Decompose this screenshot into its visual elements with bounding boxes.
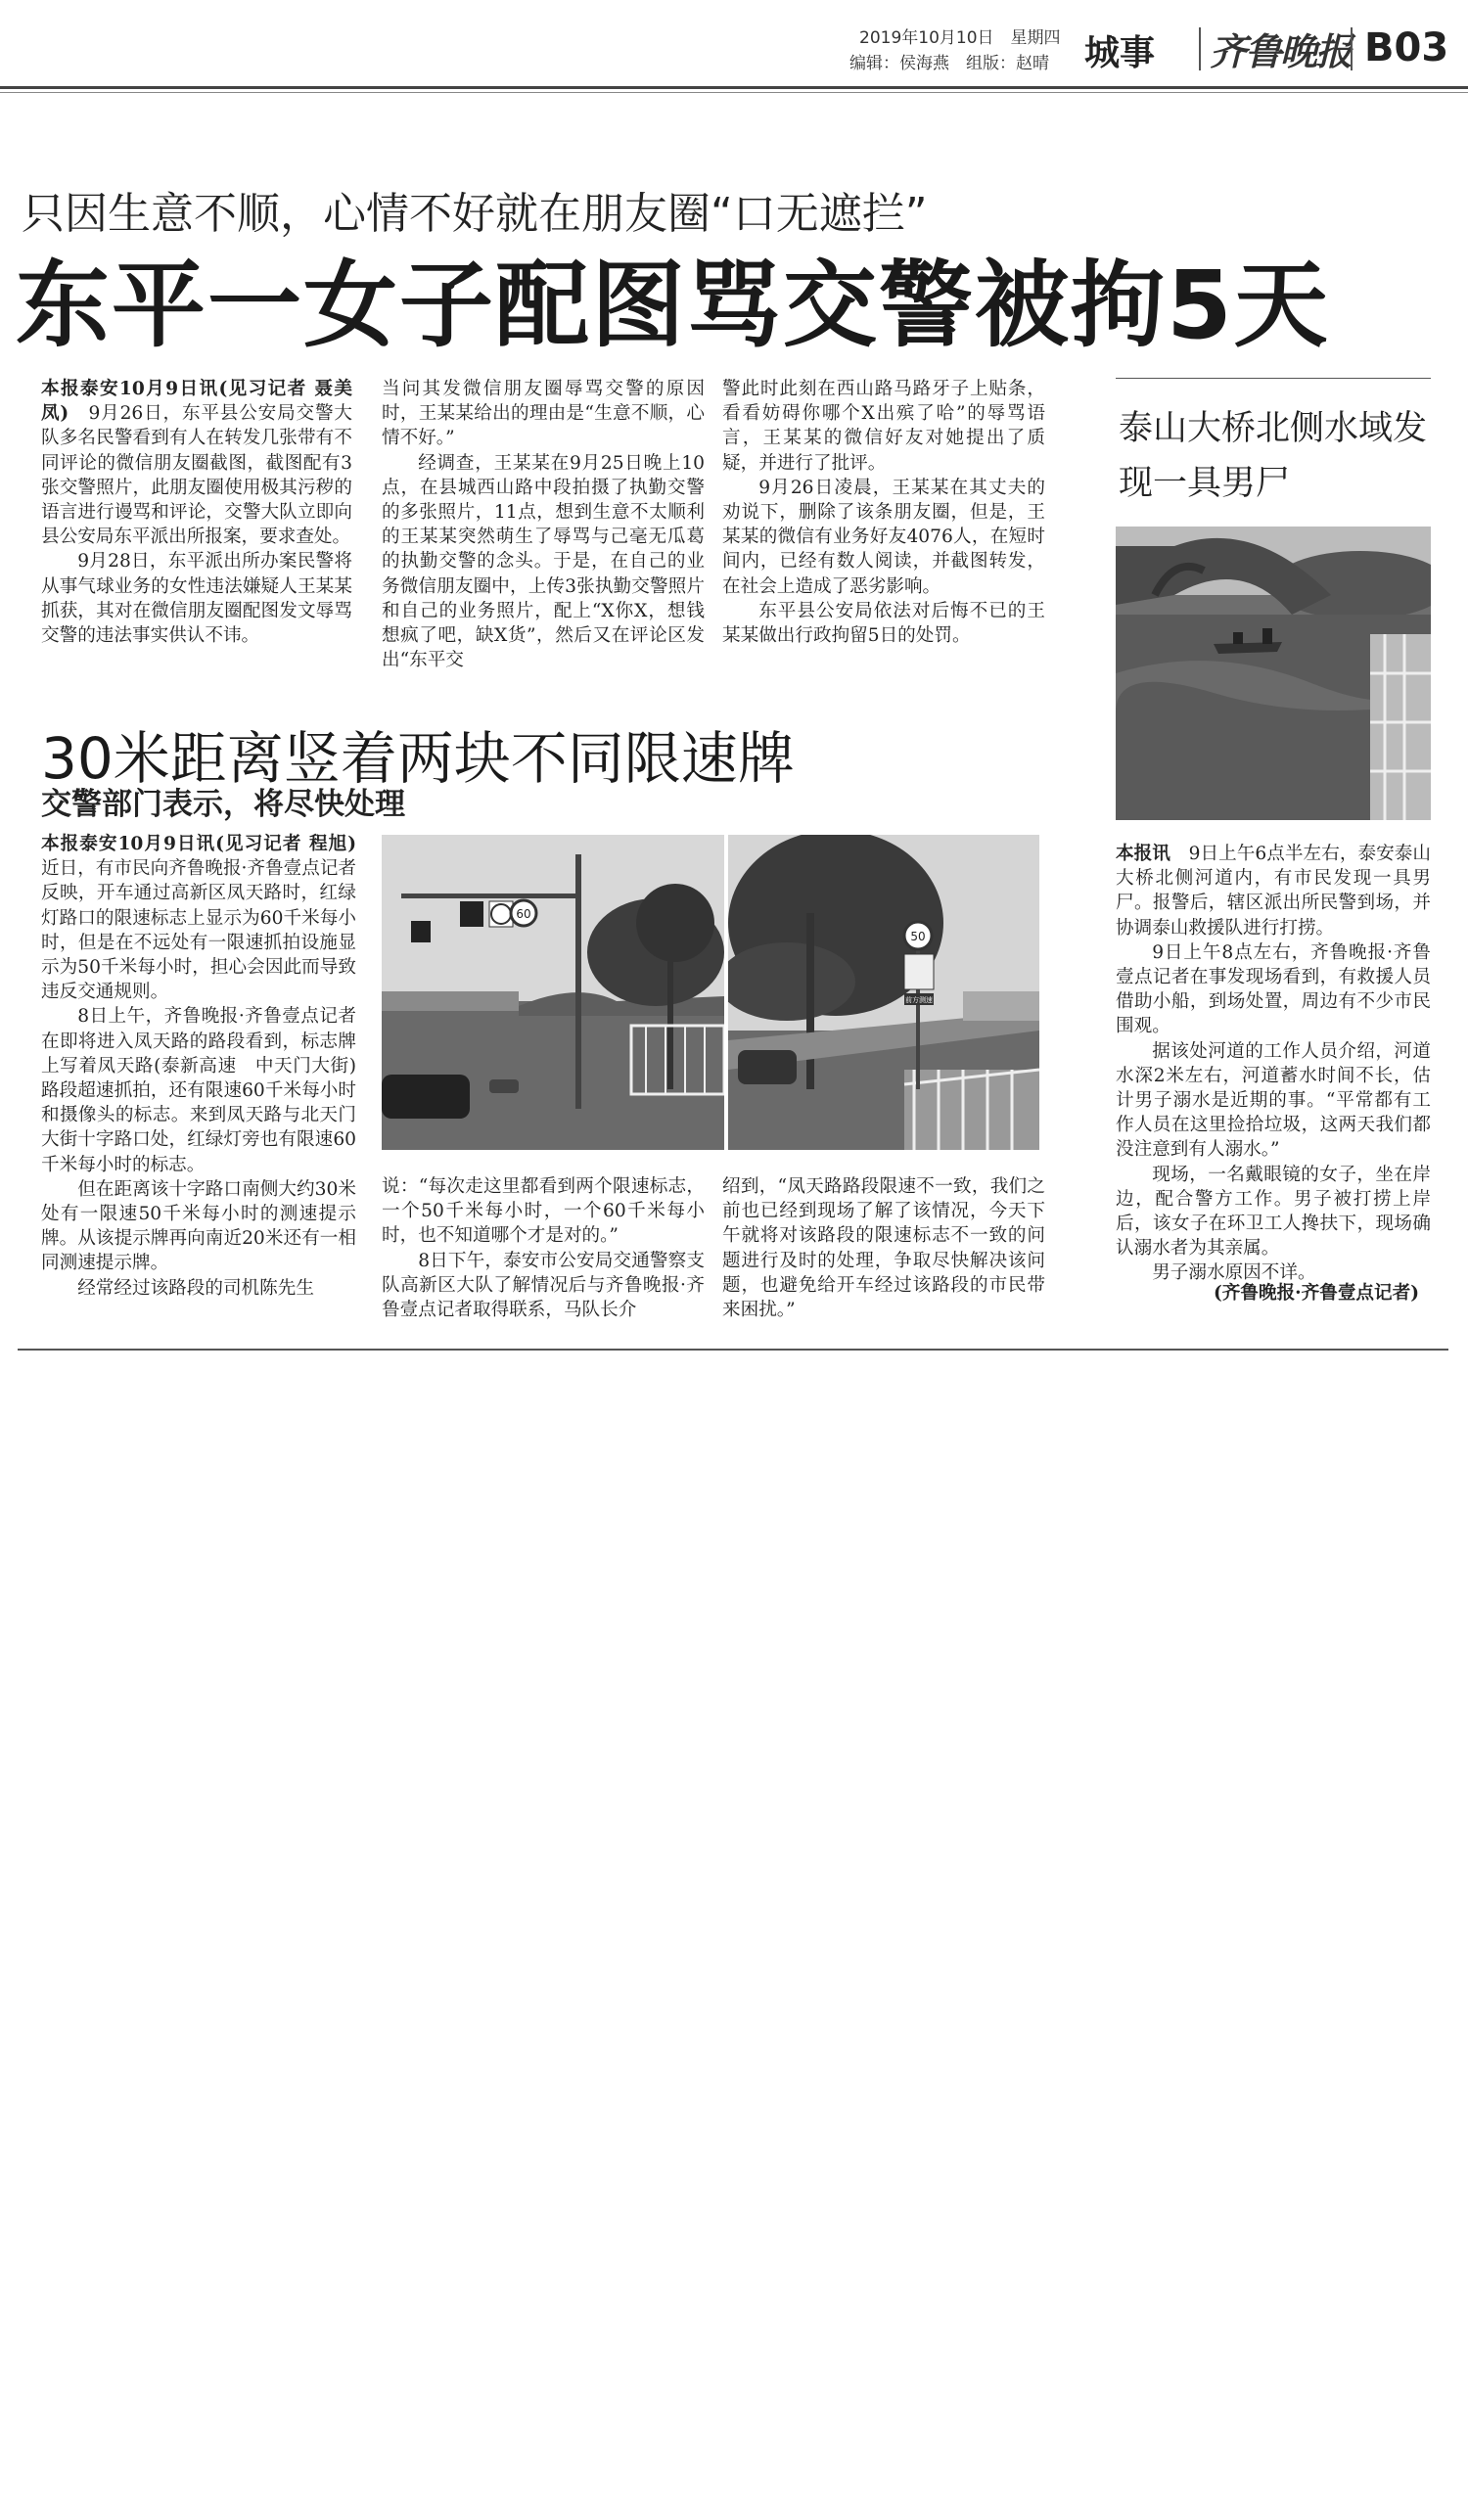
- story2-column-3: [722, 1174, 1045, 1322]
- story3-headline: 泰山大桥北侧水域发现一具男尸: [1119, 409, 1428, 503]
- story2-paragraph: 8日下午，泰安市公安局交通警察支队高新区大队了解情况后与齐鲁晚报·齐鲁壹点记者取得联系，马队长介: [382, 1250, 705, 1321]
- story1-paragraph: 9月26日，东平县公安局交警大队多名民警看到有人在转发几张带有不同评论的微信朋友圈截图，截图配有3张交警照片，此朋友圈使用极其污秽的语言进行谩骂和评论，交警大队立即向县公安局东平派出所报案，要求查处。: [41, 403, 352, 548]
- story1-paragraph: 9月26日凌晨，王某某在其丈夫的劝说下，删除了该条朋友圈，但是，王某某的微信有业务好友4076人，在短时间内，已经有数人阅读，并截图转发，在社会上造成了恶劣影响。: [722, 477, 1045, 597]
- story1-column-1: [41, 377, 352, 648]
- speed-limit-photo-left: [382, 835, 724, 1150]
- sign-60-label: 60: [516, 907, 531, 921]
- story2-headline: 30米距离竖着两块不同限速牌: [41, 725, 795, 792]
- story3-paragraph: 据该处河道的工作人员介绍，河道水深2米左右，河道蓄水时间不长，估计男子溺水是近期的事。“平常都有工作人员在这里捡拾垃圾，这两天我们都没注意到有人溺水。”: [1116, 1040, 1431, 1161]
- bottom-rule: [18, 1349, 1448, 1351]
- speed-limit-photo-right: [728, 835, 1039, 1150]
- header-divider: [1199, 27, 1201, 70]
- story1-column-3: [722, 377, 1045, 648]
- story2-column-1: [41, 832, 356, 1301]
- story3-paragraph: 男子溺水原因不详。: [1152, 1262, 1316, 1284]
- editor-credits: 编辑：侯海燕 组版：赵晴: [849, 54, 1049, 73]
- story2-column-2: [382, 1174, 705, 1322]
- story1-paragraph: 当问其发微信朋友圈辱骂交警的原因时，王某某给出的理由是“生意不顺，心情不好。”: [382, 379, 705, 449]
- story3-byline: 本报讯: [1116, 844, 1170, 864]
- story1-kicker: 只因生意不顺，心情不好就在朋友圈“口无遮拦”: [22, 189, 928, 239]
- speed-limit-photo-left-image: [382, 835, 724, 1150]
- story3-paragraph: 现场，一名戴眼镜的女子，坐在岸边，配合警方工作。男子被打捞上岸后，该女子在环卫工人搀扶下，现场确认溺水者为其亲属。: [1116, 1164, 1431, 1260]
- story1-headline: 东平一女子配图骂交警被拘5天: [16, 251, 1330, 360]
- sign-50-label: 50: [910, 930, 926, 943]
- story2-paragraph: 经常经过该路段的司机陈先生: [77, 1277, 314, 1299]
- river-photo-image: [1116, 527, 1431, 820]
- story1-paragraph: 警此时此刻在西山路马路牙子上贴条，看看妨碍你哪个X出殡了哈”的辱骂语言，王某某的微信好友对她提出了质疑，并进行了批评。: [722, 379, 1045, 474]
- sign-speed-camera-label: 前方测速: [905, 996, 933, 1004]
- story2-byline: 本报泰安10月9日讯(见习记者 程旭): [41, 834, 356, 854]
- newspaper-logo: 齐鲁晚报: [1210, 29, 1352, 73]
- page-number: B03: [1364, 25, 1449, 70]
- story1-paragraph: 经调查，王某某在9月25日晚上10点，在县城西山路中段拍摄了执勤交警的多张照片，11点，想到生意不太顺利的王某某突然萌生了辱骂与己毫无瓜葛的执勤交警的念头。于是，在自己的业务微信朋友圈中，上传3张执勤交警照片和自己的业务照片，配上“X你X，想钱想疯了吧，缺X货”，然后又在评论区发出“东平交: [382, 452, 705, 671]
- header-rule-thin: [0, 92, 1468, 93]
- story2-paragraph: 说：“每次走这里都看到两个限速标志，一个50千米每小时，一个60千米每小时，也不知道哪个才是对的。”: [382, 1176, 705, 1247]
- story1-paragraph: 东平县公安局依法对后悔不已的王某某做出行政拘留5日的处罚。: [722, 600, 1045, 647]
- story2-paragraph: 但在距离该十字路口南侧大约30米处有一限速50千米每小时的测速提示牌。从该提示牌再向南近20米还有一相同测速提示牌。: [41, 1178, 356, 1274]
- story3-body: [1116, 842, 1431, 1286]
- story1-column-2: [382, 377, 705, 672]
- header-divider: [1351, 27, 1353, 70]
- story1-paragraph: 9月28日，东平派出所办案民警将从事气球业务的女性违法嫌疑人王某某抓获，其对在微信朋友圈配图发文辱骂交警的违法事实供认不讳。: [41, 551, 352, 647]
- story1-byline: 本报泰安10月9日讯(见习记者 聂美凤): [41, 379, 352, 425]
- story3-paragraph: 9日上午8点左右，齐鲁晚报·齐鲁壹点记者在事发现场看到，有救援人员借助小船，到场处置，周边有不少市民围观。: [1116, 941, 1431, 1037]
- story3-paragraph: 9日上午6点半左右，泰安泰山大桥北侧河道内，有市民发现一具男尸。报警后，辖区派出所民警到场，并协调泰山救援队进行打捞。: [1116, 844, 1431, 939]
- speed-limit-photo-right-image: [728, 835, 1039, 1150]
- story3-credit: (齐鲁晚报·齐鲁壹点记者): [1214, 1283, 1420, 1304]
- issue-date: 2019年10月10日 星期四: [859, 28, 1061, 48]
- story2-paragraph: 8日上午，齐鲁晚报·齐鲁壹点记者在即将进入凤天路的路段看到，标志牌上写着凤天路(泰新高速 中天门大街)路段超速抓拍，还有限速60千米每小时和摄像头的标志。来到凤天路与北天门大街十字路口处，红绿灯旁也有限速60千米每小时的标志。: [41, 1006, 356, 1175]
- section-name: 城事: [1084, 33, 1156, 73]
- story2-paragraph: 绍到，“凤天路路段限速不一致，我们之前也已经到现场了解了该情况，今天下午就将对该路段的限速标志不一致的问题进行及时的处理，争取尽快解决该问题，也避免给开车经过该路段的市民带来困扰。”: [722, 1176, 1045, 1321]
- story2-subheadline: 交警部门表示，将尽快处理: [41, 787, 405, 822]
- header-rule: [0, 86, 1468, 89]
- sidebar-rule: [1116, 378, 1431, 379]
- story2-paragraph: 近日，有市民向齐鲁晚报·齐鲁壹点记者反映，开车通过高新区凤天路时，红绿灯路口的限速标志上显示为60千米每小时，但是在不远处有一限速抓拍设施显示为50千米每小时，担心会因此而导致违反交通规则。: [41, 858, 357, 1003]
- river-photo: [1116, 527, 1431, 820]
